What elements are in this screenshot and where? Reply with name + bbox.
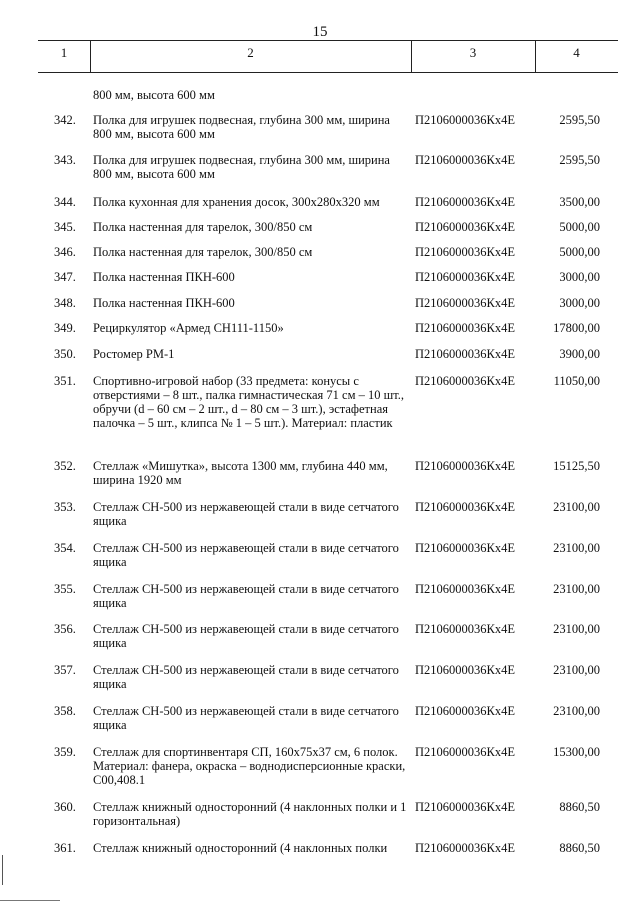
row-code: П2106000036Кх4Е bbox=[415, 745, 515, 759]
row-code: П2106000036Кх4Е bbox=[415, 541, 515, 555]
row-price: 23100,00 bbox=[553, 622, 600, 636]
row-number: 345. bbox=[54, 220, 76, 234]
row-code: П2106000036Кх4Е bbox=[415, 841, 515, 855]
scan-bottom-mark bbox=[0, 900, 60, 901]
row-price: 3500,00 bbox=[559, 195, 600, 209]
row-price: 3000,00 bbox=[559, 270, 600, 284]
row-number: 352. bbox=[54, 459, 76, 473]
row-code: П2106000036Кх4Е bbox=[415, 270, 515, 284]
row-price: 23100,00 bbox=[553, 704, 600, 718]
row-description: Ростомер РМ-1 bbox=[93, 347, 175, 361]
row-number: 358. bbox=[54, 704, 76, 718]
row-number: 344. bbox=[54, 195, 76, 209]
row-price: 23100,00 bbox=[553, 541, 600, 555]
row-price: 3000,00 bbox=[559, 296, 600, 310]
row-code: П2106000036Кх4Е bbox=[415, 296, 515, 310]
row-description: Спортивно-игровой набор (33 предмета: конусы с отверстиями – 8 шт., палка гимнастическая 71 см – 10 шт., обручи (d – 60 см – 2 шт., d – 80 см – 3 шт.), эстафетная палочка – 5 шт., клипса № 1 – 5 шт.). Материал: пластик bbox=[93, 374, 405, 430]
row-price: 15300,00 bbox=[553, 745, 600, 759]
row-price: 2595,50 bbox=[559, 113, 600, 127]
row-price: 8860,50 bbox=[559, 841, 600, 855]
row-price: 5000,00 bbox=[559, 220, 600, 234]
row-price: 8860,50 bbox=[559, 800, 600, 814]
row-description: Полка настенная ПКН-600 bbox=[93, 270, 235, 284]
row-code: П2106000036Кх4Е bbox=[415, 347, 515, 361]
table-header bbox=[38, 40, 618, 73]
row-code: П2106000036Кх4Е bbox=[415, 195, 515, 209]
row-code: П2106000036Кх4Е bbox=[415, 153, 515, 167]
row-description: Полка для игрушек подвесная, глубина 300 мм, ширина 800 мм, высота 600 мм bbox=[93, 113, 390, 141]
row-number: 347. bbox=[54, 270, 76, 284]
row-number: 356. bbox=[54, 622, 76, 636]
row-code: П2106000036Кх4Е bbox=[415, 220, 515, 234]
row-code: П2106000036Кх4Е bbox=[415, 704, 515, 718]
row-number: 349. bbox=[54, 321, 76, 335]
row-description: Стеллаж СН-500 из нержавеющей стали в виде сетчатого ящика bbox=[93, 622, 399, 650]
header-col-1: 1 bbox=[60, 45, 68, 60]
row-code: П2106000036Кх4Е bbox=[415, 374, 515, 388]
row-description: Стеллаж для спортинвентаря СП, 160х75х37 см, 6 полок. Материал: фанера, окраска – воднодисперсионные краски, С00,408.1 bbox=[93, 745, 406, 787]
row-number: 348. bbox=[54, 296, 76, 310]
row-description: Полка настенная ПКН-600 bbox=[93, 296, 235, 310]
header-col-3: 3 bbox=[469, 45, 477, 60]
row-number: 360. bbox=[54, 800, 76, 814]
row-number: 361. bbox=[54, 841, 76, 855]
row-description: Рециркулятор «Армед СН111-1150» bbox=[93, 321, 284, 335]
row-description: Стеллаж «Мишутка», высота 1300 мм, глубина 440 мм, ширина 1920 мм bbox=[93, 459, 388, 487]
row-price: 23100,00 bbox=[553, 582, 600, 596]
row-code: П2106000036Кх4Е bbox=[415, 245, 515, 259]
row-number: 350. bbox=[54, 347, 76, 361]
header-col-4: 4 bbox=[573, 45, 580, 60]
row-description: Стеллаж СН-500 из нержавеющей стали в виде сетчатого ящика bbox=[93, 582, 399, 610]
row-price: 2595,50 bbox=[559, 153, 600, 167]
row-description: Стеллаж книжный односторонний (4 наклонных полки и 1 горизонтальная) bbox=[93, 800, 407, 828]
row-price: 5000,00 bbox=[559, 245, 600, 259]
row-number: 359. bbox=[54, 745, 76, 759]
row-description: Стеллаж СН-500 из нержавеющей стали в виде сетчатого ящика bbox=[93, 541, 399, 569]
row-price: 23100,00 bbox=[553, 500, 600, 514]
row-description: Стеллаж книжный односторонний (4 наклонных полки bbox=[93, 841, 388, 855]
row-price: 11050,00 bbox=[553, 374, 600, 388]
row-number: 342. bbox=[54, 113, 76, 127]
row-price: 23100,00 bbox=[553, 663, 600, 677]
row-description: Полка для игрушек подвесная, глубина 300 мм, ширина 800 мм, высота 600 мм bbox=[93, 153, 390, 181]
row-code: П2106000036Кх4Е bbox=[415, 113, 515, 127]
row-code: П2106000036Кх4Е bbox=[415, 800, 515, 814]
header-col-2: 2 bbox=[247, 45, 254, 60]
row-code: П2106000036Кх4Е bbox=[415, 500, 515, 514]
row-code: П2106000036Кх4Е bbox=[415, 622, 515, 636]
row-price: 3900,00 bbox=[559, 347, 600, 361]
row-number: 346. bbox=[54, 245, 76, 259]
row-number: 357. bbox=[54, 663, 76, 677]
row-code: П2106000036Кх4Е bbox=[415, 663, 515, 677]
row-number: 354. bbox=[54, 541, 76, 555]
row-price: 17800,00 bbox=[553, 321, 600, 335]
row-code: П2106000036Кх4Е bbox=[415, 582, 515, 596]
row-description: Стеллаж СН-500 из нержавеющей стали в виде сетчатого ящика bbox=[93, 500, 399, 528]
row-number: 353. bbox=[54, 500, 76, 514]
row-price: 15125,50 bbox=[553, 459, 600, 473]
row-description: Стеллаж СН-500 из нержавеющей стали в виде сетчатого ящика bbox=[93, 704, 399, 732]
scan-margin-line bbox=[2, 855, 3, 885]
row-number: 351. bbox=[54, 374, 76, 388]
row-code: П2106000036Кх4Е bbox=[415, 459, 515, 473]
row-number: 343. bbox=[54, 153, 76, 167]
page-number: 15 bbox=[312, 24, 328, 40]
row-number: 355. bbox=[54, 582, 76, 596]
row-description: Стеллаж СН-500 из нержавеющей стали в виде сетчатого ящика bbox=[93, 663, 399, 691]
row-code: П2106000036Кх4Е bbox=[415, 321, 515, 335]
row-description: Полка кухонная для хранения досок, 300х280х320 мм bbox=[93, 195, 380, 209]
continuation-text: 800 мм, высота 600 мм bbox=[93, 88, 215, 102]
row-description: Полка настенная для тарелок, 300/850 см bbox=[93, 245, 313, 259]
row-description: Полка настенная для тарелок, 300/850 см bbox=[93, 220, 313, 234]
